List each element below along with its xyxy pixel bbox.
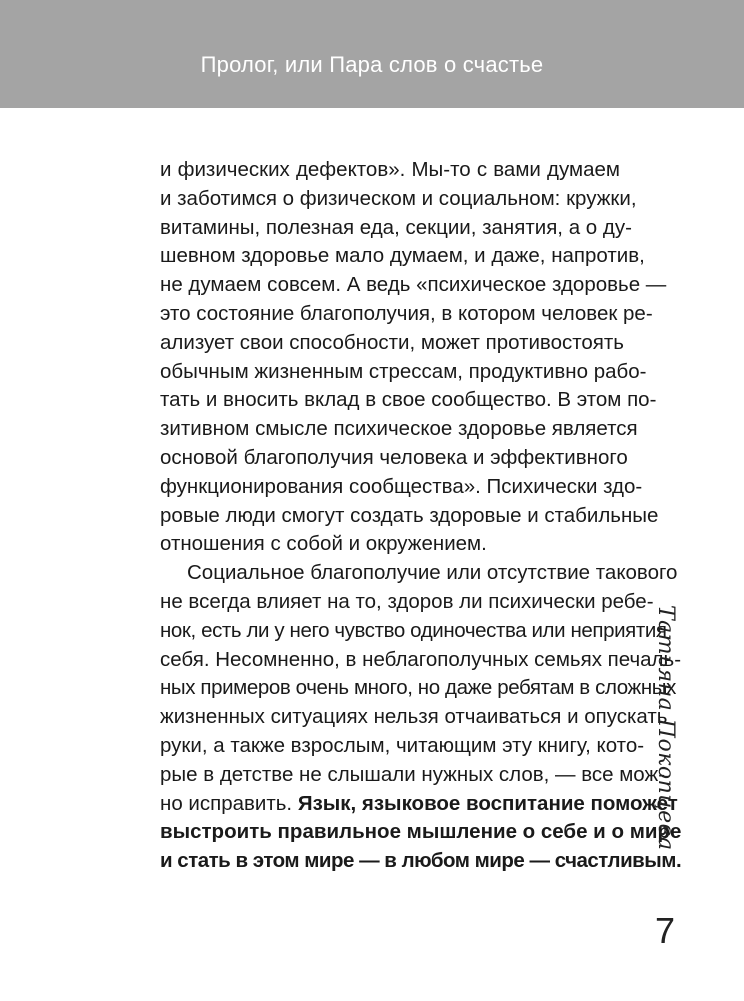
text-line: тать и вносить вклад в свое сообщество. В этом по- — [160, 388, 657, 412]
text-line: не всегда влияет на то, здоров ли психически ребе- — [160, 589, 654, 613]
page-number: 7 — [655, 910, 676, 951]
text-line: зитивном смысле психическое здоровье является — [160, 417, 638, 441]
text-line: обычным жизненным стрессам, продуктивно рабо- — [160, 359, 647, 383]
regular-text: но исправить. — [160, 791, 298, 815]
text-line: витамины, полезная еда, секции, занятия, а о ду- — [160, 215, 632, 239]
text-line: руки, а также взрослым, читающим эту книгу, кото- — [160, 733, 645, 757]
text-line: ализует свои способности, может противостоять — [160, 330, 624, 354]
chapter-title: Пролог, или Пара слов о счастье — [200, 52, 544, 77]
chapter-header — [0, 0, 744, 108]
text-line: и заботимся о физическом и социальном: кружки, — [160, 186, 637, 210]
text-line: ровые люди смогут создать здоровые и стабильные — [160, 503, 659, 527]
text-line: основой благополучия человека и эффективного — [160, 445, 628, 469]
bold-text: Язык, языковое воспитание поможет — [297, 791, 678, 815]
bold-text: выстроить правильное мышление о себе и о мире — [160, 820, 682, 844]
bold-text-line — [160, 847, 682, 876]
text-line: отношения с собой и окружением. — [160, 532, 487, 556]
text-line: Социальное благополучие или отсутствие такового — [187, 561, 678, 585]
bold-text-line — [160, 818, 682, 847]
text-line: шевном здоровье мало думаем, и даже, напротив, — [160, 244, 645, 268]
text-line: ных примеров очень много, но даже ребятам в сложных — [160, 676, 676, 700]
author-name-vertical: Татьяна Покопцева — [653, 605, 678, 851]
paragraph-1 — [160, 156, 667, 559]
text-line: и физических дефектов». Мы-то с вами думаем — [160, 158, 620, 181]
text-line: нок, есть ли у него чувство одиночества или неприятия — [160, 618, 667, 642]
text-line: себя. Несомненно, в неблагополучных семьях печаль- — [160, 647, 682, 671]
text-line: это состояние благополучия, в котором человек ре- — [160, 301, 653, 325]
bold-text: и стать в этом мире — в любом мире — счастливым. — [160, 849, 682, 873]
text-line: рые в детстве не слышали нужных слов, — все мож- — [160, 762, 666, 786]
text-line: жизненных ситуациях нельзя отчаиваться и опускать — [160, 705, 668, 729]
text-line: не думаем совсем. А ведь «психическое здоровье — — [160, 273, 667, 297]
text-line: функционирования сообщества». Психически здо- — [160, 474, 643, 498]
text-line-mixed — [160, 790, 678, 819]
